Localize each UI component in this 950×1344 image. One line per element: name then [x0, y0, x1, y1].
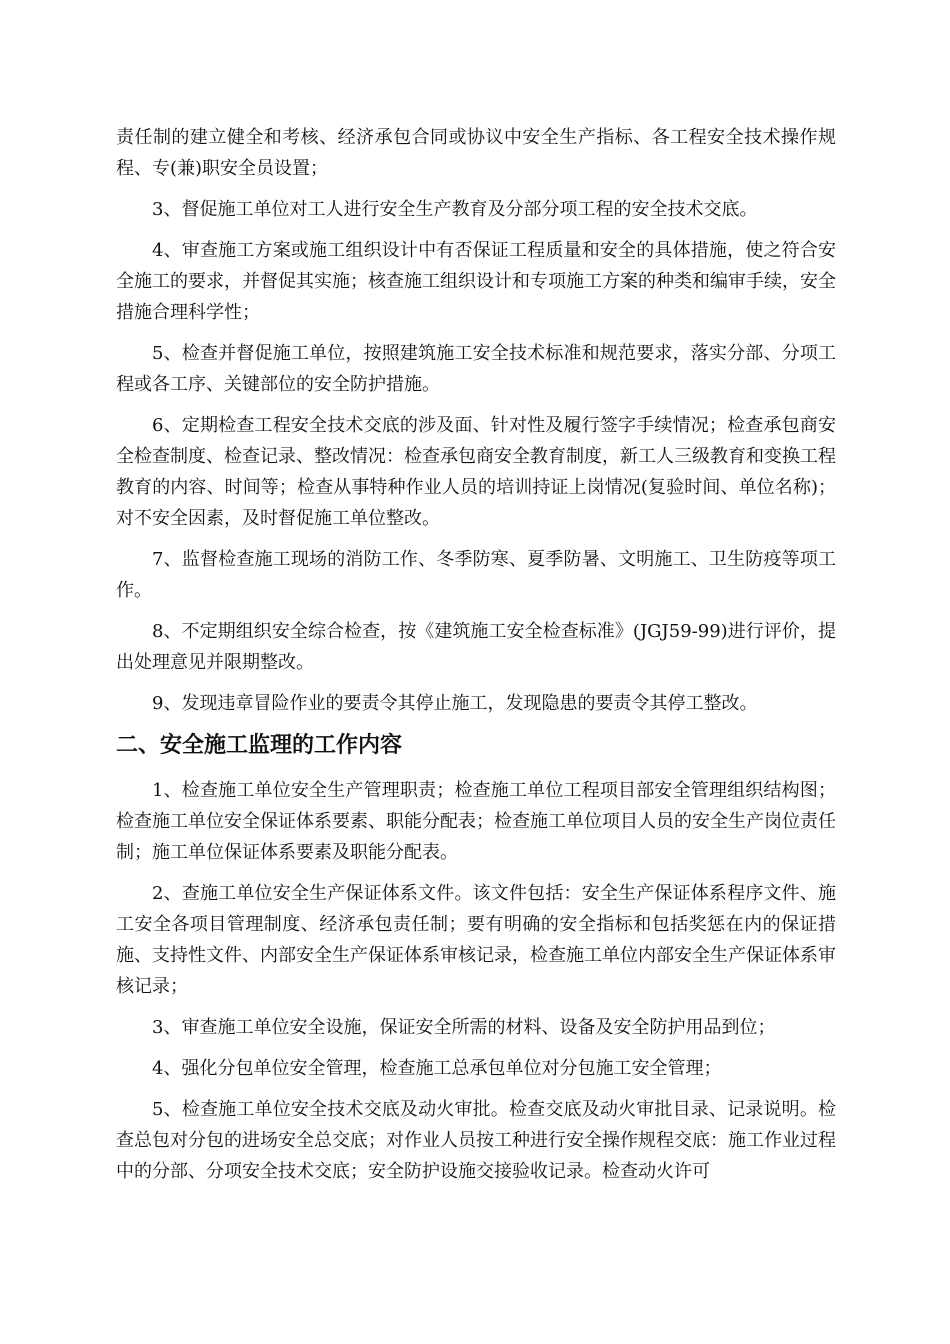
section2-item-3: 3、审查施工单位安全设施，保证安全所需的材料、设备及安全防护用品到位；: [152, 1017, 776, 1038]
paragraph-item-3: 3、督促施工单位对工人进行安全生产教育及分部分项工程的安全技术交底。: [152, 199, 758, 220]
section2-item-2: 2、查施工单位安全生产保证体系文件。该文件包括：安全生产保证体系程序文件、施工安全各项目管理制度、经济承包责任制；要有明确的安全指标和包括奖惩在内的保证措施、支持性文件、内部安全生产保证体系审核记录，检查施工单位内部安全生产保证体系审核记录；: [116, 883, 836, 997]
section2-item-5: 5、检查施工单位安全技术交底及动火审批。检查交底及动火审批目录、记录说明。检查总包对分包的进场安全总交底；对作业人员按工种进行安全操作规程交底：施工作业过程中的分部、分项安全技术交底；安全防护设施交接验收记录。检查动火许可: [116, 1099, 836, 1182]
paragraph-item-8: 8、不定期组织安全综合检查，按《建筑施工安全检查标准》(JGJ59-99)进行评价，提出处理意见并限期整改。: [116, 621, 836, 673]
paragraph-item-9: 9、发现违章冒险作业的要责令其停止施工，发现隐患的要责令其停工整改。: [152, 693, 758, 714]
paragraph-item-7: 7、监督检查施工现场的消防工作、冬季防寒、夏季防暑、文明施工、卫生防疫等项工作。: [116, 549, 836, 601]
section2-item-1: 1、检查施工单位安全生产管理职责；检查施工单位工程项目部安全管理组织结构图；检查施工单位安全保证体系要素、职能分配表；检查施工单位项目人员的安全生产岗位责任制；施工单位保证体系要素及职能分配表。: [116, 780, 836, 863]
paragraph-item-6: 6、定期检查工程安全技术交底的涉及面、针对性及履行签字手续情况；检查承包商安全检查制度、检查记录、整改情况：检查承包商安全教育制度，新工人三级教育和变换工程教育的内容、时间等；检查从事特种作业人员的培训持证上岗情况(复验时间、单位名称)；对不安全因素，及时督促施工单位整改。: [116, 415, 836, 529]
paragraph-item-4: 4、审查施工方案或施工组织设计中有否保证工程质量和安全的具体措施，使之符合安全施工的要求，并督促其实施；核查施工组织设计和专项施工方案的种类和编审手续，安全措施合理科学性；: [116, 240, 836, 323]
document-body: [116, 122, 836, 1197]
paragraph-item-5: 5、检查并督促施工单位，按照建筑施工安全技术标准和规范要求，落实分部、分项工程或各工序、关键部位的安全防护措施。: [116, 343, 836, 395]
paragraph-continued: 责任制的建立健全和考核、经济承包合同或协议中安全生产指标、各工程安全技术操作规程、专(兼)职安全员设置；: [116, 127, 836, 179]
section-heading: 二、安全施工监理的工作内容: [116, 733, 403, 758]
section2-item-4: 4、强化分包单位安全管理，检查施工总承包单位对分包施工安全管理；: [152, 1058, 722, 1079]
